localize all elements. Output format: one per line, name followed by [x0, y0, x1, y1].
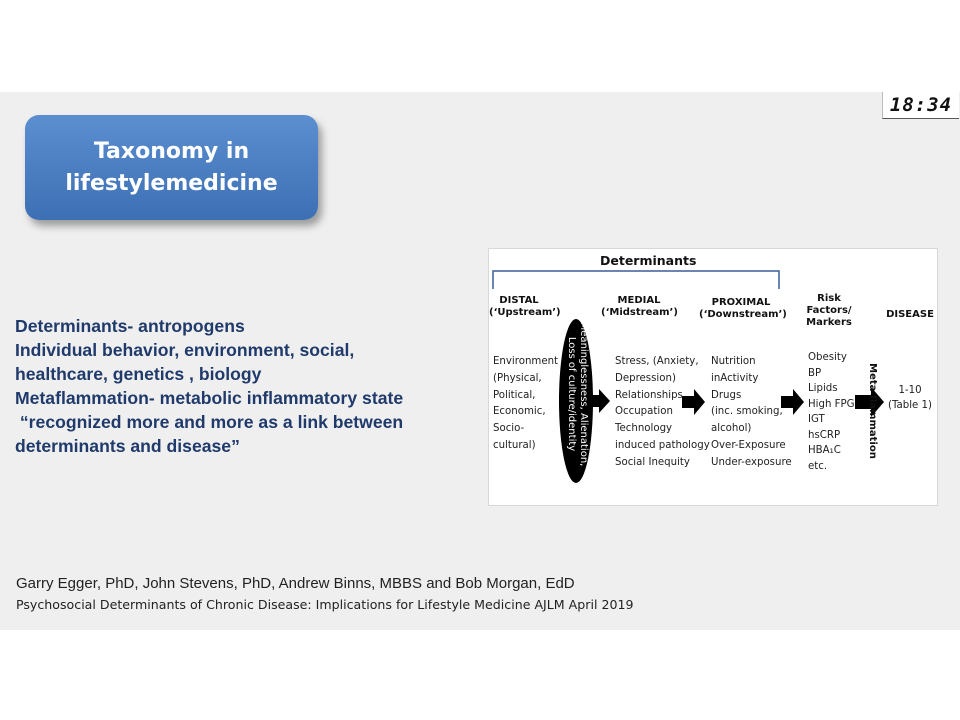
body-line: healthcare, genetics , biology [15, 364, 262, 384]
citation-authors: Garry Egger, PhD, John Stevens, PhD, Andrew Binns, MBBS and Bob Morgan, EdD [16, 575, 575, 592]
list-item: Over-Exposure [711, 439, 786, 451]
header-text: (‘Upstream’) [489, 307, 561, 318]
clock-display: 18:34 [882, 92, 959, 119]
header-text: Markers [806, 317, 852, 328]
body-line: “recognized more and more as a link between [15, 412, 404, 432]
oval-text: Meaninglessness, Alienation, [578, 321, 589, 467]
arrow-icon [592, 389, 610, 413]
list-item: HBA₁C [808, 445, 841, 456]
list-item: Environment [493, 356, 559, 367]
disease-list [887, 383, 933, 413]
oval-text: Loss of culture/identity [566, 336, 577, 452]
header-text: (‘Downstream’) [699, 309, 787, 320]
list-item: Obesity [808, 352, 847, 363]
list-item: hsCRP [808, 429, 841, 441]
list-item: Economic, [493, 406, 546, 418]
list-item: inActivity [711, 372, 759, 384]
list-item: Lipids [808, 383, 838, 394]
determinants-diagram [488, 248, 938, 506]
proximal-list [711, 354, 792, 472]
header-text: Factors/ [806, 305, 852, 316]
distal-list [493, 354, 558, 455]
body-line: Metaflammation- metabolic inflammatory state [15, 388, 404, 408]
list-item: Stress, (Anxiety, [615, 356, 699, 367]
oval-label [565, 321, 589, 467]
header-text: MEDIAL [617, 295, 661, 306]
list-item: alcohol) [711, 423, 752, 435]
list-item: Social Inequity [615, 456, 690, 468]
list-item: etc. [808, 460, 828, 472]
header-text: (‘Midstream’) [601, 307, 678, 318]
slide-title [65, 136, 277, 200]
list-item: Socio- [493, 423, 525, 435]
list-item: Drugs [711, 389, 742, 401]
slide-title-line-1: Taxonomy in [93, 138, 250, 164]
list-item: IGT [808, 414, 825, 425]
list-item: (Table 1) [887, 400, 932, 411]
header-text: PROXIMAL [711, 297, 771, 308]
list-item: High FPG [808, 398, 855, 410]
body-line: Individual behavior, environment, social, [15, 340, 355, 360]
list-item: 1-10 [898, 385, 922, 396]
metaflammation-label: Meta flammation [867, 363, 878, 459]
header-distal [489, 295, 561, 319]
list-item: Occupation [615, 406, 673, 418]
list-item: Political, [493, 389, 536, 401]
list-item: Technology [615, 423, 673, 435]
diagram-title: Determinants [600, 253, 697, 268]
risk-list [808, 350, 855, 474]
header-proximal [699, 297, 787, 321]
header-medial [601, 295, 677, 319]
determinants-bracket [493, 271, 779, 289]
medial-list [615, 354, 710, 472]
title-box [25, 115, 318, 220]
header-text: Risk [817, 293, 841, 304]
header-risk [801, 293, 857, 329]
citation-source: Psychosocial Determinants of Chronic Disease: Implications for Lifestyle Medicine AJLM April 2019 [16, 597, 634, 612]
list-item: Depression) [615, 372, 676, 384]
list-item: Under-exposure [711, 456, 792, 468]
header-disease [883, 309, 937, 321]
list-item: (Physical, [493, 372, 542, 384]
list-item: Relationships [615, 389, 683, 401]
list-item: (inc. smoking, [711, 406, 783, 418]
header-text: DISEASE [886, 309, 934, 320]
body-text [15, 314, 465, 458]
header-text: DISTAL [499, 295, 539, 306]
body-line: determinants and disease” [15, 436, 240, 456]
list-item: BP [808, 367, 822, 379]
slide-title-line-2: lifestylemedicine [65, 170, 278, 196]
list-item: induced pathology [615, 439, 710, 451]
body-line: Determinants- antropogens [15, 316, 245, 336]
list-item: Nutrition [711, 356, 756, 367]
list-item: cultural) [493, 439, 536, 451]
